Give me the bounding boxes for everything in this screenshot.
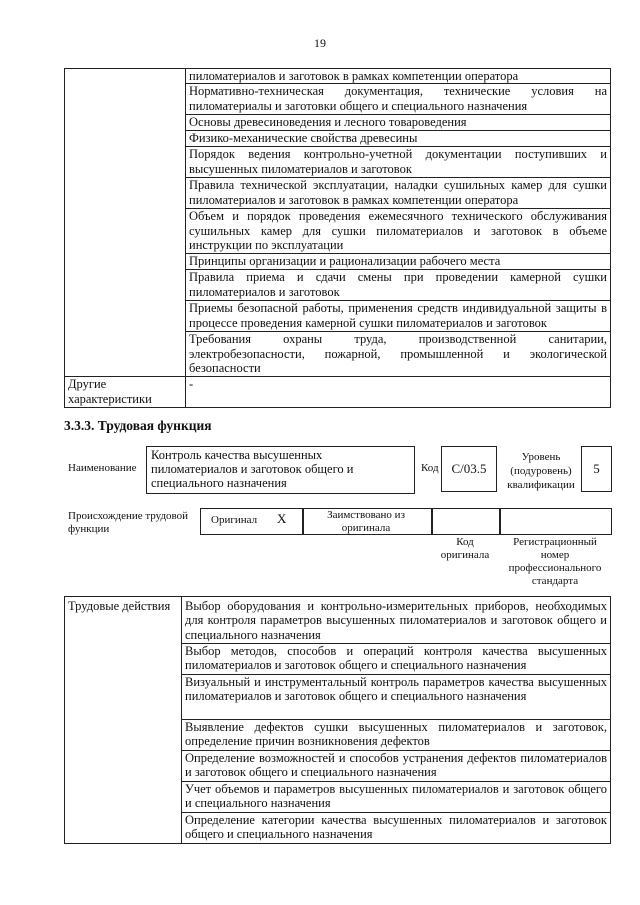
knowledge-item: Физико-механические свойства древесины [186,131,611,147]
borrowed-label: Заимствовано из оригинала [327,509,405,534]
knowledge-item: Порядок ведения контрольно-учетной документации поступивших и высушенных пиломатериалов и заготовок [186,147,611,178]
name-label: Наименование [68,462,137,474]
knowledge-item: Основы древесиноведения и лесного товароведения [186,115,611,131]
origin-label: Происхождение трудовой функции [68,510,189,535]
level-label: Уровень (подуровень) квалификации [507,451,575,491]
action-item: Определение возможностей и способов устранения дефектов пиломатериалов и заготовок общего и специального назначения [182,751,611,782]
action-item: Выявление дефектов сушки высушенных пиломатериалов и заготовок, определение причин возникновения дефектов [182,720,611,751]
knowledge-item: Приемы безопасной работы, применения средств индивидуальной защиты в процессе проведения камерной сушки пиломатериалов и заготовок [186,301,611,332]
knowledge-item: Принципы организации и рационализации рабочего места [186,254,611,270]
knowledge-item: Требования охраны труда, производственной санитарии, электробезопасности, пожарной, промышленной и экологической безопасности [186,332,611,377]
knowledge-item: Нормативно-техническая документация, технические условия на пиломатериалы и заготовки общего и специального назначения [186,84,611,115]
section-heading: 3.3.3. Трудовая функция [64,418,212,433]
reg-number-box [499,508,612,535]
original-mark: X [277,511,287,526]
code-original-label: Код оригинала [440,536,490,561]
action-item: Выбор методов, способов и операций контроля качества высушенных пиломатериалов и заготовок общего и специального назначения [182,644,611,675]
page-number: 19 [314,36,326,50]
code-original-box [431,508,501,535]
reg-number-label: Регистрационный номер профессионального стандарта [508,536,602,587]
knowledge-item: Правила технической эксплуатации, наладки сушильных камер для сушки пиломатериалов и заготовок в рамках компетенции оператора [186,178,611,209]
knowledge-table [64,68,611,408]
action-item: Учет объемов и параметров высушенных пиломатериалов и заготовок общего и специального назначения [182,782,611,813]
name-value-box: Контроль качества высушенных пиломатериалов и заготовок общего и специального назначения [146,446,415,494]
table-row [65,597,611,644]
other-characteristics-label: Другие характеристики [65,377,186,408]
knowledge-item: пиломатериалов и заготовок в рамках компетенции оператора [186,69,611,84]
level-value-box: 5 [581,446,612,492]
actions-label: Трудовые действия [65,597,182,844]
code-value-box: С/03.5 [441,446,497,492]
action-item: Определение категории качества высушенных пиломатериалов и заготовок общего и специального назначения [182,813,611,844]
action-item: Выбор оборудования и контрольно-измерительных приборов, необходимых для контроля параметров высушенных пиломатериалов и заготовок общего и специального назначения [182,597,611,644]
action-item: Визуальный и инструментальный контроль параметров качества высушенных пиломатериалов и заготовок общего и специального назначения [182,675,611,720]
table-row [65,69,611,84]
knowledge-item: Объем и порядок проведения ежемесячного технического обслуживания сушильных камер для сушки пиломатериалов и заготовок в объеме инструкции по эксплуатации [186,209,611,254]
knowledge-item: Правила приема и сдачи смены при проведении камерной сушки пиломатериалов и заготовок [186,270,611,301]
original-label: Оригинал [211,514,258,526]
table-row [65,377,611,408]
empty-label-cell [65,69,186,377]
code-label: Код [421,462,439,474]
other-characteristics-value: - [186,377,611,408]
actions-table [64,596,611,844]
